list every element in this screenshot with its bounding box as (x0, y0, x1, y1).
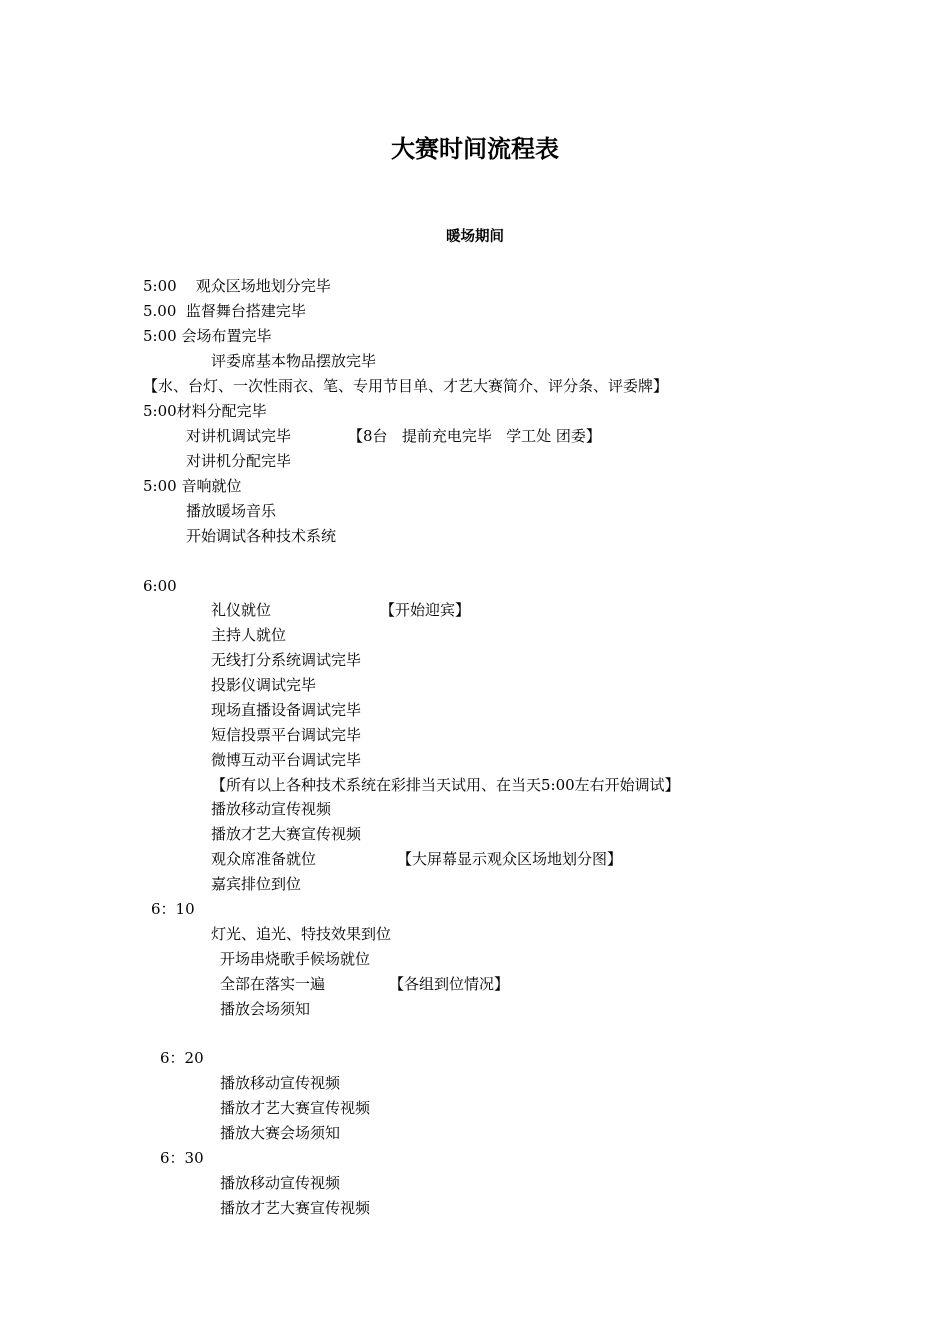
schedule-line: 播放才艺大赛宣传视频 (220, 1099, 371, 1117)
schedule-line: 播放会场须知 (220, 1000, 311, 1018)
schedule-line: 5:00 音响就位 (143, 477, 242, 495)
schedule-line: 播放暖场音乐 (186, 502, 277, 520)
schedule-line: 【所有以上各种技术系统在彩排当天试用、在当天5:00左右开始调试】 (211, 776, 680, 794)
schedule-line: 现场直播设备调试完毕 (211, 701, 362, 719)
schedule-line: 主持人就位 (211, 626, 287, 644)
schedule-line: 6:00 (143, 577, 177, 595)
schedule-line: 嘉宾排位到位 (211, 875, 302, 893)
schedule-line: 6：10 (151, 900, 195, 918)
schedule-line: 6：20 (160, 1049, 204, 1067)
schedule-line: 微博互动平台调试完毕 (211, 751, 362, 769)
schedule-line: 投影仪调试完毕 (211, 676, 317, 694)
schedule-line: 对讲机分配完毕 (186, 452, 292, 470)
schedule-line: 5:00 会场布置完毕 (143, 327, 272, 345)
schedule-line: 灯光、追光、特技效果到位 (211, 925, 392, 943)
schedule-line: 播放移动宣传视频 (211, 800, 332, 818)
schedule-line: 播放才艺大赛宣传视频 (211, 825, 362, 843)
schedule-line: 6：30 (160, 1149, 204, 1167)
schedule-note: 【8台 提前充电完毕 学工处 团委】 (348, 427, 601, 445)
schedule-line: 开场串烧歌手候场就位 (220, 950, 371, 968)
schedule-line: 5:00 观众区场地划分完毕 (143, 277, 331, 295)
schedule-line: 5:00材料分配完毕 (143, 402, 267, 420)
schedule-line: 5.00 监督舞台搭建完毕 (143, 302, 306, 320)
schedule-line: 短信投票平台调试完毕 (211, 726, 362, 744)
schedule-note: 【各组到位情况】 (389, 975, 510, 993)
schedule-line: 对讲机调试完毕 (186, 427, 292, 445)
schedule-note: 【大屏幕显示观众区场地划分图】 (397, 850, 623, 868)
schedule-line: 观众席准备就位 (211, 850, 317, 868)
schedule-line: 播放才艺大赛宣传视频 (220, 1199, 371, 1217)
schedule-line: 播放移动宣传视频 (220, 1174, 341, 1192)
schedule-line: 礼仪就位 (211, 601, 272, 619)
schedule-line: 无线打分系统调试完毕 (211, 651, 362, 669)
schedule-note: 【开始迎宾】 (380, 601, 471, 619)
schedule-line: 【水、台灯、一次性雨衣、笔、专用节目单、才艺大赛简介、评分条、评委牌】 (143, 377, 669, 395)
schedule-line: 开始调试各种技术系统 (186, 527, 337, 545)
schedule-line: 评委席基本物品摆放完毕 (211, 352, 377, 370)
schedule-line: 播放大赛会场须知 (220, 1124, 341, 1142)
schedule-line: 播放移动宣传视频 (220, 1074, 341, 1092)
section-title: 暖场期间 (446, 229, 504, 245)
schedule-line: 全部在落实一遍 (220, 975, 326, 993)
page-title: 大赛时间流程表 (391, 135, 559, 163)
